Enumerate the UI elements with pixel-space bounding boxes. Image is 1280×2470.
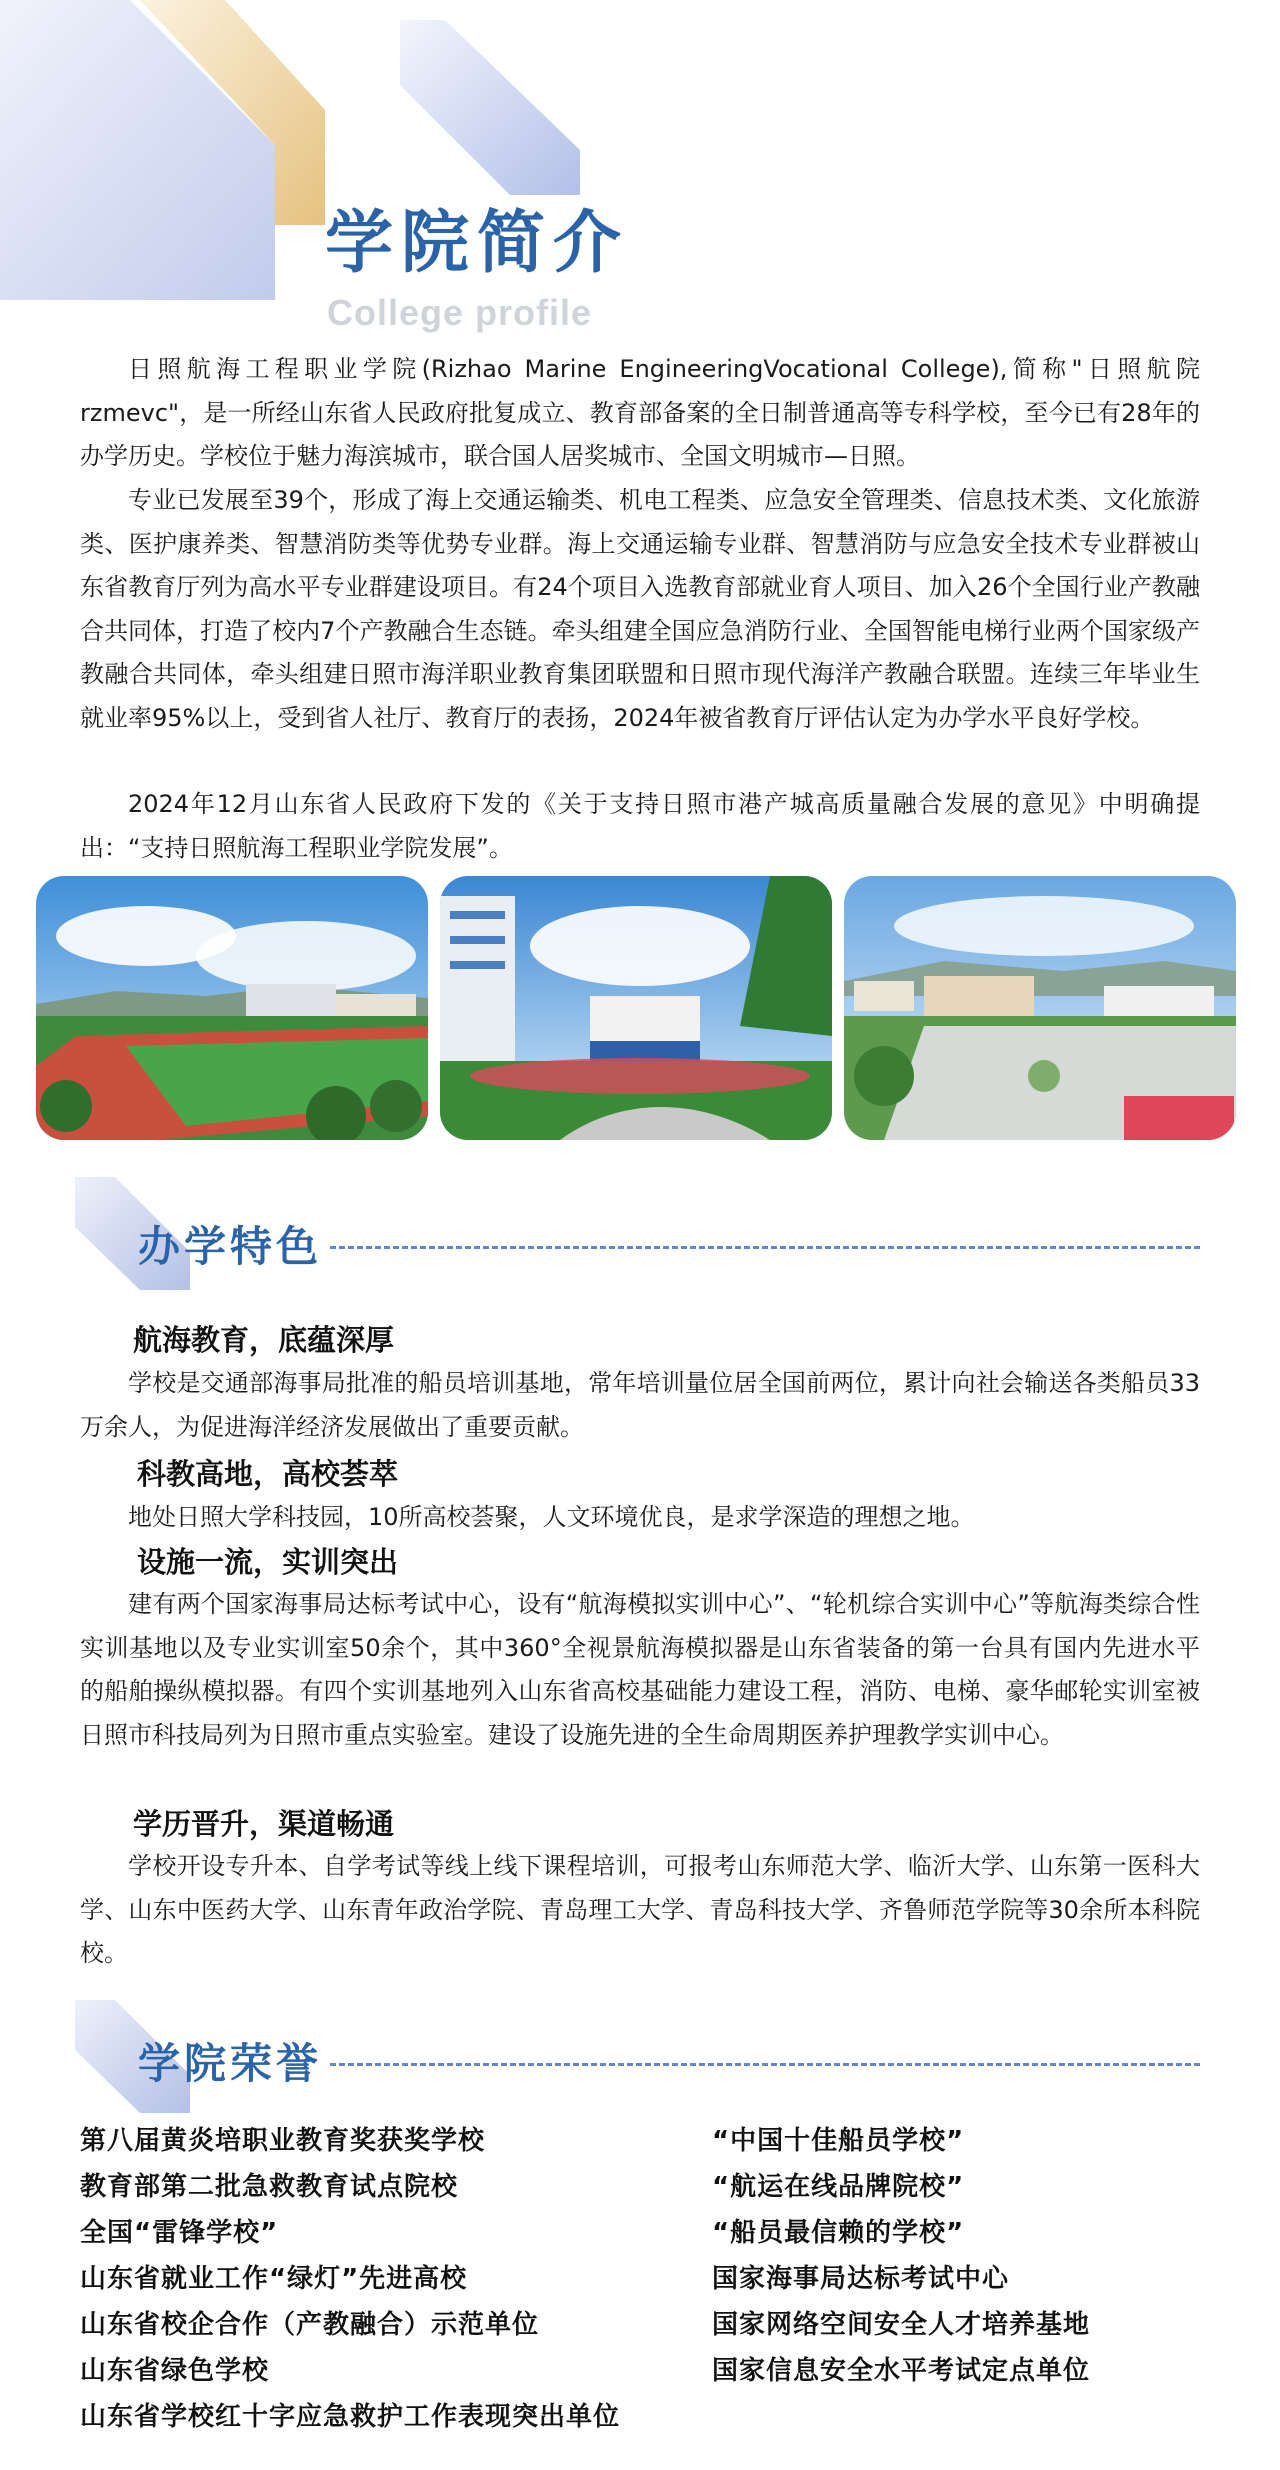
feature-text-2: 地处日照大学科技园，10所高校荟聚，人文环境优良，是求学深造的理想之地。: [128, 1503, 975, 1531]
campus-photo-plaza: [844, 876, 1236, 1140]
honor-item: 山东省学校红十字应急救护工作表现突出单位: [80, 2402, 621, 2432]
intro-paragraph-2: 专业已发展至39个，形成了海上交通运输类、机电工程类、应急安全管理类、信息技术类、文化旅游类、医护康养类、智慧消防类等优势专业群。海上交通运输专业群、智慧消防与应急安全技术专业群被山东省教育厅列为高水平专业群建设项目。有24个项目入选教育部就业育人项目、加入26个全国行业产教融合共同体，打造了校内7个产教融合生态链。牵头组建全国应急消防行业、全国智能电梯行业两个国家级产教融合共同体，牵头组建日照市海洋职业教育集团联盟和日照市现代海洋产教融合联盟。连续三年毕业生就业率95%以上，受到省人社厅、教育厅的表扬，2024年被省教育厅评估认定为办学水平良好学校。: [80, 486, 1200, 732]
section-header-honors: [70, 1995, 1200, 2115]
honor-item: 全国“雷锋学校”: [80, 2218, 279, 2248]
honor-item: 山东省校企合作（产教融合）示范单位: [80, 2310, 540, 2340]
honor-item: 国家海事局达标考试中心: [712, 2264, 1010, 2294]
section-header-features: [70, 1172, 1200, 1292]
feature-heading-1: 航海教育，底蕴深厚: [133, 1323, 395, 1357]
campus-photo-buildings: [440, 876, 832, 1140]
section-title-features: 办学特色: [138, 1222, 323, 1271]
honor-item: “中国十佳船员学校”: [712, 2126, 965, 2156]
intro-paragraph-3: 2024年12月山东省人民政府下发的《关于支持日照市港产城高质量融合发展的意见》中明确提出：“支持日照航海工程职业学院发展”。: [80, 790, 1200, 862]
honor-item: 国家网络空间安全人才培养基地: [712, 2310, 1091, 2340]
campus-photo-strip: [36, 876, 1236, 1140]
feature-heading-4: 学历晋升，渠道畅通: [133, 1807, 395, 1841]
campus-photo-sports-field: [36, 876, 428, 1140]
honor-item: 教育部第二批急救教育试点院校: [80, 2172, 459, 2202]
honor-item: 山东省绿色学校: [80, 2356, 270, 2386]
intro-paragraph-1: 日照航海工程职业学院(Rizhao Marine EngineeringVocational College),简称"日照航院rzmevc"，是一所经山东省人民政府批复成立、教育部备案的全日制普通高等专科学校，至今已有28年的办学历史。学校位于魅力海滨城市，联合国人居奖城市、全国文明城市—日照。: [80, 355, 1200, 470]
honor-item: 山东省就业工作“绿灯”先进高校: [80, 2264, 468, 2294]
feature-text-3: 建有两个国家海事局达标考试中心，设有“航海模拟实训中心”、“轮机综合实训中心”等航海类综合性实训基地以及专业实训室50余个，其中360°全视景航海模拟器是山东省装备的第一台具有国内先进水平的船舶操纵模拟器。有四个实训基地列入山东省高校基础能力建设工程，消防、电梯、豪华邮轮实训室被日照市科技局列为日照市重点实验室。建设了设施先进的全生命周期医养护理教学实训中心。: [80, 1590, 1200, 1749]
honors-list-left: [80, 2118, 620, 2440]
honors-list-right: [712, 2118, 1090, 2394]
honor-item: “航运在线品牌院校”: [712, 2172, 965, 2202]
page-subtitle: College profile: [327, 292, 593, 333]
feature-heading-2: 科教高地，高校荟萃: [137, 1457, 399, 1491]
honor-item: 国家信息安全水平考试定点单位: [712, 2356, 1091, 2386]
feature-text-4: 学校开设专升本、自学考试等线上线下课程培训，可报考山东师范大学、临沂大学、山东第一医科大学、山东中医药大学、山东青年政治学院、青岛理工大学、青岛科技大学、齐鲁师范学院等30余所本科院校。: [80, 1852, 1200, 1967]
honor-item: “船员最信赖的学校”: [712, 2218, 965, 2248]
honor-item: 第八届黄炎培职业教育奖获奖学校: [80, 2126, 486, 2156]
feature-text-1: 学校是交通部海事局批准的船员培训基地，常年培训量位居全国前两位，累计向社会输送各类船员33万余人，为促进海洋经济发展做出了重要贡献。: [80, 1369, 1200, 1441]
section-divider: [330, 1246, 1200, 1249]
page-title: 学院简介: [325, 204, 630, 283]
section-divider: [330, 2063, 1200, 2066]
section-title-honors: 学院荣誉: [138, 2039, 323, 2088]
feature-heading-3: 设施一流，实训突出: [137, 1545, 399, 1579]
